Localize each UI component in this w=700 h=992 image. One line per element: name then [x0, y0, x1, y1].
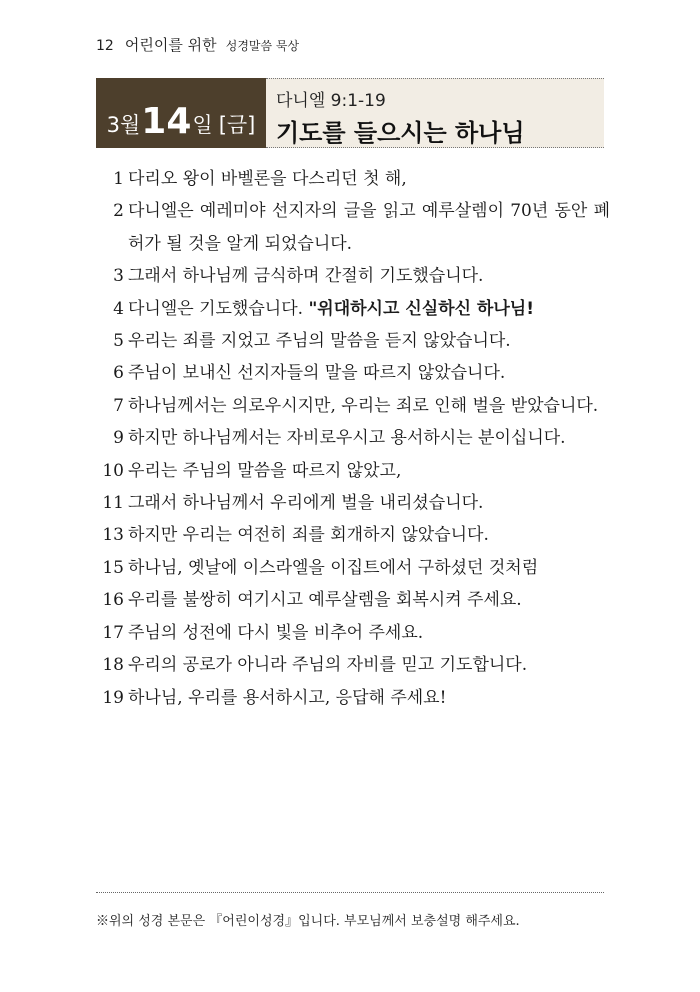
- verse-text: [128, 422, 610, 454]
- verse-item: [100, 325, 610, 357]
- verse-text-plain: 우리는 죄를 지었고 주님의 말씀을 듣지 않았습니다.: [128, 331, 511, 352]
- verse-text: [128, 617, 610, 649]
- verse-text: [128, 552, 610, 584]
- verse-text: [128, 390, 610, 422]
- verse-text-plain: 하나님, 옛날에 이스라엘을 이집트에서 구하셨던 것처럼: [128, 557, 539, 578]
- verse-number: 15: [102, 557, 124, 578]
- verse-text-plain: 하지만 하나님께서는 자비로우시고 용서하시는 분이십니다.: [128, 428, 566, 449]
- verse-text: [128, 357, 610, 389]
- verse-text-plain: 다니엘은 예레미야 선지자의 글을 읽고 예루살렘이 70년 동안 폐허가 될 것을 알게 되었습니다.: [128, 201, 610, 254]
- verse-number: 6: [113, 363, 124, 384]
- verse-text-plain: 우리의 공로가 아니라 주님의 자비를 믿고 기도합니다.: [128, 655, 528, 676]
- verse-number: 18: [102, 655, 124, 676]
- verse-text-plain: 우리를 불쌍히 여기시고 예루살렘을 회복시켜 주세요.: [128, 590, 522, 611]
- verse-text: [128, 584, 610, 616]
- verse-item: [100, 519, 610, 551]
- book-subtitle: 성경말씀 묵상: [225, 39, 300, 53]
- footer-divider: [96, 892, 604, 893]
- verse-item: [100, 649, 610, 681]
- verse-text-emphasis: "위대하시고 신실하신 하나님!: [308, 298, 534, 319]
- verse-text: [128, 519, 610, 551]
- verse-number: 2: [113, 201, 124, 222]
- verse-text-plain: 그래서 하나님께서 우리에게 벌을 내리셨습니다.: [128, 493, 484, 514]
- verse-item: [100, 163, 610, 195]
- verse-item: [100, 422, 610, 454]
- verse-text-plain: 주님이 보내신 선지자들의 말을 따르지 않았습니다.: [128, 363, 506, 384]
- verse-item: [100, 293, 610, 325]
- footnote: ※위의 성경 본문은 『어린이성경』입니다. 부모님께서 보충설명 해주세요.: [96, 914, 520, 929]
- verse-text-plain: 하지만 우리는 여전히 죄를 회개하지 않았습니다.: [128, 525, 489, 546]
- verse-number: 9: [113, 428, 124, 449]
- verse-text-plain: 주님의 성전에 다시 빛을 비추어 주세요.: [128, 622, 424, 643]
- verse-item: [100, 617, 610, 649]
- verse-number: 16: [102, 590, 124, 611]
- page-number: 12: [96, 38, 114, 54]
- verse-number: 13: [102, 525, 124, 546]
- verse-item: [100, 357, 610, 389]
- verse-text: [128, 163, 610, 195]
- verse-text-plain: 우리는 주님의 말씀을 따르지 않았고,: [128, 460, 402, 481]
- verse-item: [100, 487, 610, 519]
- verse-text: [128, 487, 610, 519]
- verse-text: [128, 293, 610, 325]
- date-month: 3월: [106, 113, 141, 137]
- verse-text: [128, 649, 610, 681]
- verse-text-plain: 하나님, 우리를 용서하시고, 응답해 주세요!: [128, 687, 447, 708]
- verse-item: [100, 195, 610, 260]
- verse-number: 19: [102, 687, 124, 708]
- date-day-suffix: 일: [192, 113, 213, 137]
- verse-number: 1: [113, 169, 124, 189]
- scripture-reference: 다니엘 9:1-19: [276, 91, 386, 111]
- verse-text-plain: 하나님께서는 의로우시지만, 우리는 죄로 인해 벌을 받았습니다.: [128, 395, 599, 416]
- verse-number: 17: [102, 622, 124, 643]
- verse-number: 3: [113, 266, 124, 287]
- verse-text: [128, 455, 610, 487]
- verse-item: [100, 390, 610, 422]
- verse-item: [100, 552, 610, 584]
- devotion-title: 기도를 들으시는 하나님: [276, 119, 525, 147]
- verse-text: [128, 682, 610, 714]
- verse-item: [100, 584, 610, 616]
- verse-text-plain: 다니엘은 기도했습니다.: [128, 298, 309, 319]
- verse-item: [100, 455, 610, 487]
- date-weekday: [금]: [218, 113, 256, 137]
- verse-text: [128, 260, 610, 292]
- verse-text: [128, 325, 610, 357]
- devotion-header: [96, 78, 604, 148]
- verse-text-plain: 그래서 하나님께 금식하며 간절히 기도했습니다.: [128, 266, 484, 287]
- verse-number: 4: [113, 298, 124, 319]
- date-day: 14: [141, 100, 192, 142]
- verse-number: 7: [113, 395, 124, 416]
- verse-number: 5: [113, 331, 124, 352]
- book-title: 어린이를 위한: [124, 36, 217, 54]
- title-panel: [266, 78, 604, 148]
- verse-item: [100, 260, 610, 292]
- verse-number: 11: [102, 493, 124, 514]
- verse-item: [100, 682, 610, 714]
- verse-number: 10: [102, 460, 124, 481]
- running-head: [96, 34, 299, 55]
- verse-text: [128, 195, 610, 260]
- verse-list: [100, 163, 610, 714]
- verse-text-plain: 다리오 왕이 바벨론을 다스리던 첫 해,: [128, 169, 407, 189]
- date-badge: [96, 78, 266, 148]
